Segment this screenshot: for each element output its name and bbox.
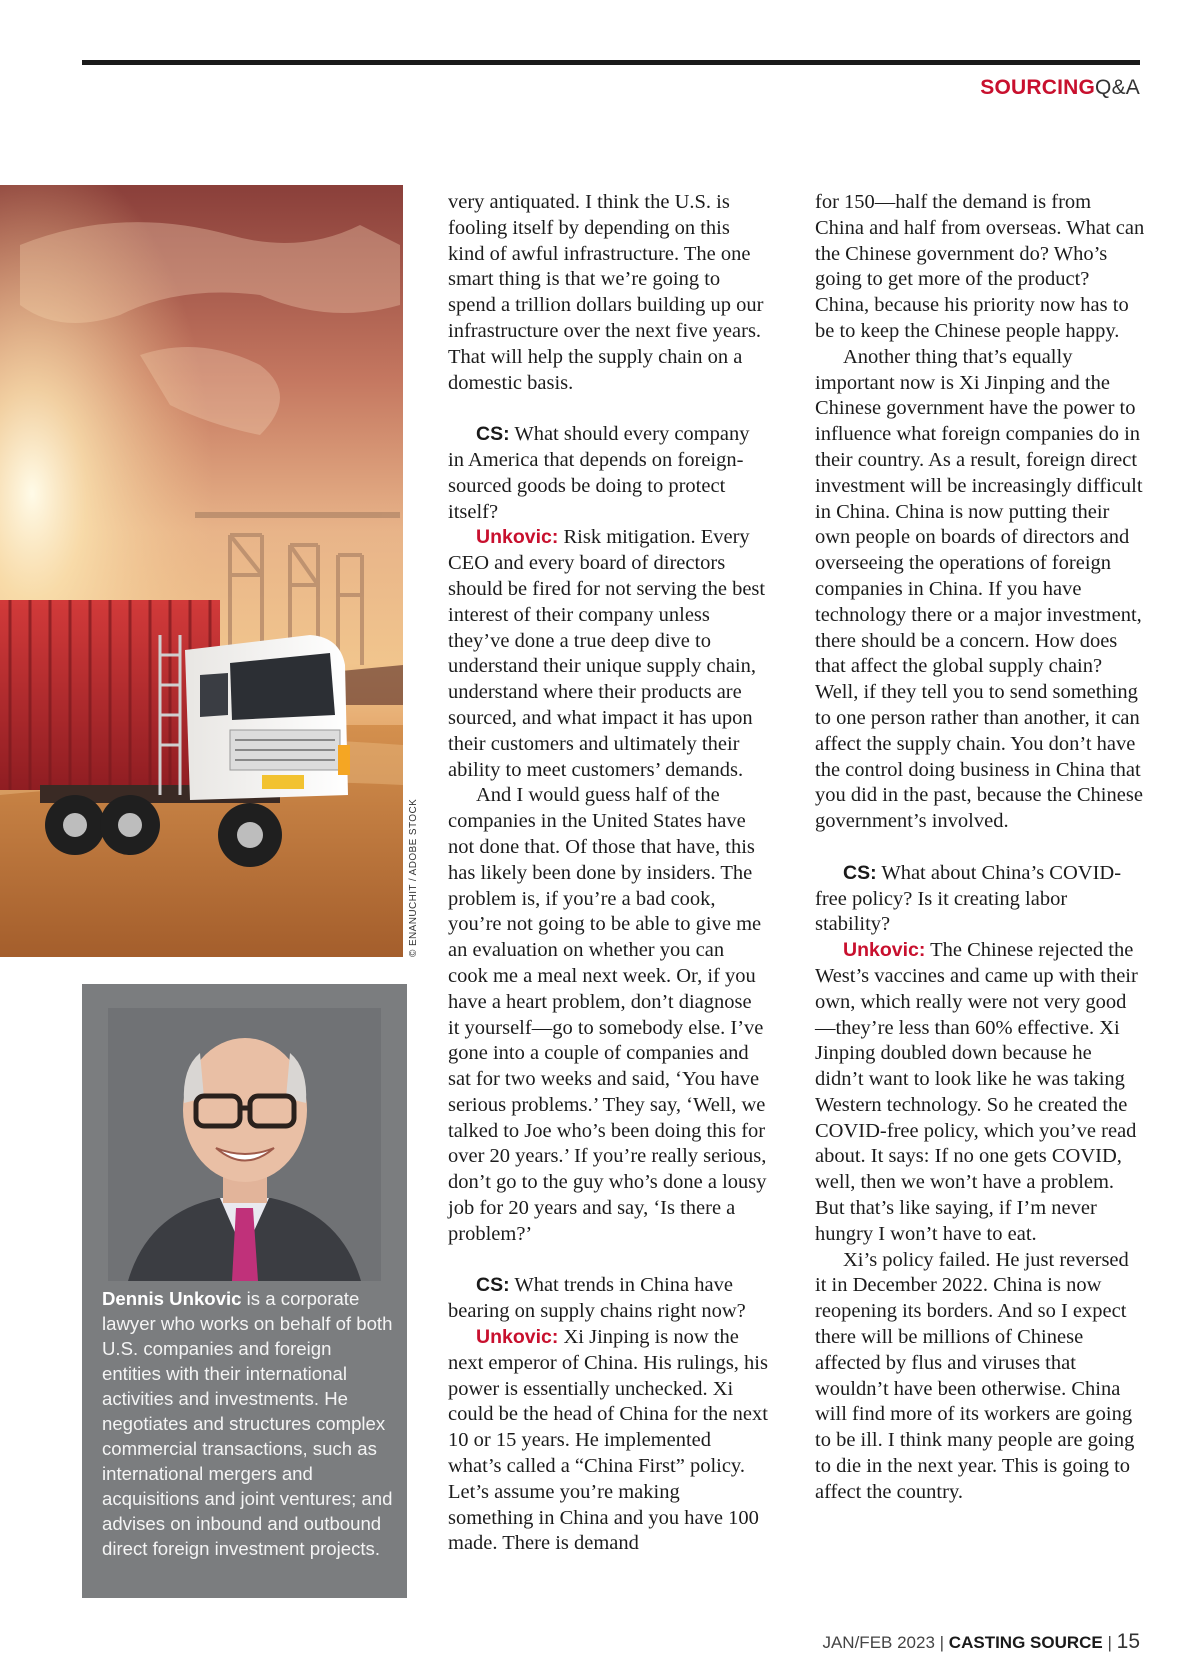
page-footer [822, 1630, 1140, 1654]
question-paragraph [815, 861, 1145, 938]
hero-photo [0, 185, 403, 957]
question-text: What should every company in America that depends on foreign-sourced goods be doing to protect itself? [448, 423, 750, 523]
bio-text [102, 1286, 394, 1561]
paragraph: very antiquated. I think the U.S. is fooling itself by depending on this kind of awful infrastructure. The one smart thing is that we’re going to spend a trillion dollars building up our infrastructure over the next five years. That will help the supply chain on a domestic basis. [448, 191, 764, 394]
section-header [980, 76, 1140, 100]
paragraph: Xi’s policy failed. He just reversed it in December 2022. China is now reopening its borders. And so I expect there will be millions of Chinese affected by flus and viruses that wouldn’t have been otherwise. China will find more of its workers are going to be ill. I think many people are going to die in the next year. This is going to affect the country. [815, 1248, 1135, 1503]
speaker-cs: CS: [476, 423, 510, 446]
bio-box [82, 984, 407, 1598]
photo-credit: © ENANUCHIT / ADOBE STOCK [408, 798, 419, 957]
top-rule [82, 60, 1140, 65]
answer-paragraph [448, 1325, 768, 1557]
question-paragraph [448, 422, 768, 525]
speaker-unkovic: Unkovic: [476, 526, 559, 549]
paragraph: Another thing that’s equally important now is Xi Jinping and the Chinese government have the power to influence what foreign companies do in their country. As a result, foreign direct investment will be increasingly difficult in China. China is now putting their own people on boards of directors and overseeing the operations of foreign companies in China. If you have technology there or a major investment, there should be a concern. How does that affect the global supply chain? Well, if they tell you to send something to one person rather than another, it can affect the supply chain. You don’t have the control doing business in China that you did in the past, because the Chinese government’s involved. [815, 345, 1143, 833]
answer-text: Risk mitigation. Every CEO and every board of directors should be fired for not serving the best interest of their company unless they’ve done a true deep dive to understand their unique supply chain, understand where their products are sourced, and what impact it has upon their customers and ultimately their ability to meet customers’ demands. [448, 526, 766, 781]
question-paragraph [448, 1273, 768, 1325]
magazine-name: CASTING SOURCE [948, 1633, 1103, 1652]
page-number: 15 [1116, 1630, 1140, 1653]
section-header-rest: Q&A [1095, 76, 1140, 99]
question-text: What trends in China have bearing on supply chains right now? [448, 1274, 746, 1323]
issue-date: JAN/FEB 2023 [822, 1633, 935, 1652]
section-header-accent: SOURCING [980, 76, 1096, 99]
answer-paragraph [448, 525, 768, 783]
portrait-photo [108, 1008, 381, 1281]
bio-description: is a corporate lawyer who works on behalf of both U.S. companies and foreign entities with their international activities and investments. He negotiates and structures complex commercial transactions, such as international mergers and acquisitions and joint ventures; and advises on inbound and outbound direct foreign investment projects. [102, 1288, 393, 1559]
speaker-unkovic: Unkovic: [476, 1326, 559, 1349]
speaker-cs: CS: [843, 861, 877, 884]
speaker-cs: CS: [476, 1274, 510, 1297]
paragraph: for 150—half the demand is from China and half from overseas. What can the Chinese government do? Who’s going to get more of the product? China, because his priority now has to be to keep the Chinese people happy. [815, 191, 1145, 342]
bio-name: Dennis Unkovic [102, 1288, 242, 1309]
article-column-2 [815, 190, 1145, 1506]
footer-separator: | [934, 1633, 949, 1652]
answer-text: Xi Jinping is now the next emperor of China. His rulings, his power is essentially unchecked. Xi could be the head of China for the next 10 or 15 years. He implemented what’s called a “China First” policy. Let’s assume you’re making something in China and you have 100 made. There is demand [448, 1326, 768, 1555]
speaker-unkovic: Unkovic: [843, 939, 926, 962]
footer-separator: | [1102, 1633, 1117, 1652]
article-column-1 [448, 190, 768, 1557]
question-text: What about China’s COVID-free policy? Is it creating labor stability? [815, 861, 1122, 936]
answer-paragraph [815, 938, 1145, 1248]
answer-text: The Chinese rejected the West’s vaccines and came up with their own, which really were not very good—they’re less than 60% effective. Xi Jinping doubled down because he didn’t want to look like he was taking Western technology. So he created the COVID-free policy, which you’ve read about. It says: If no one gets COVID, well, then we won’t have a problem. But that’s like saying, if I’m never hungry I won’t have to eat. [815, 939, 1138, 1245]
paragraph: And I would guess half of the companies in the United States have not done that. Of those that have, this has likely been done by insiders. The problem is, if you’re a bad cook, you’re not going to be able to give me an evaluation on whether you can cook me a meal next week. Or, if you have a heart problem, don’t diagnose it yourself—go to somebody else. I’ve gone into a couple of companies and sat for two weeks and said, ‘You have serious problems.’ They say, ‘Well, we talked to Joe who’s been doing this for over 20 years.’ If you’re really serious, don’t go to the guy who’s done a lousy job for 20 years and say, ‘Is there a problem?’ [448, 784, 767, 1245]
